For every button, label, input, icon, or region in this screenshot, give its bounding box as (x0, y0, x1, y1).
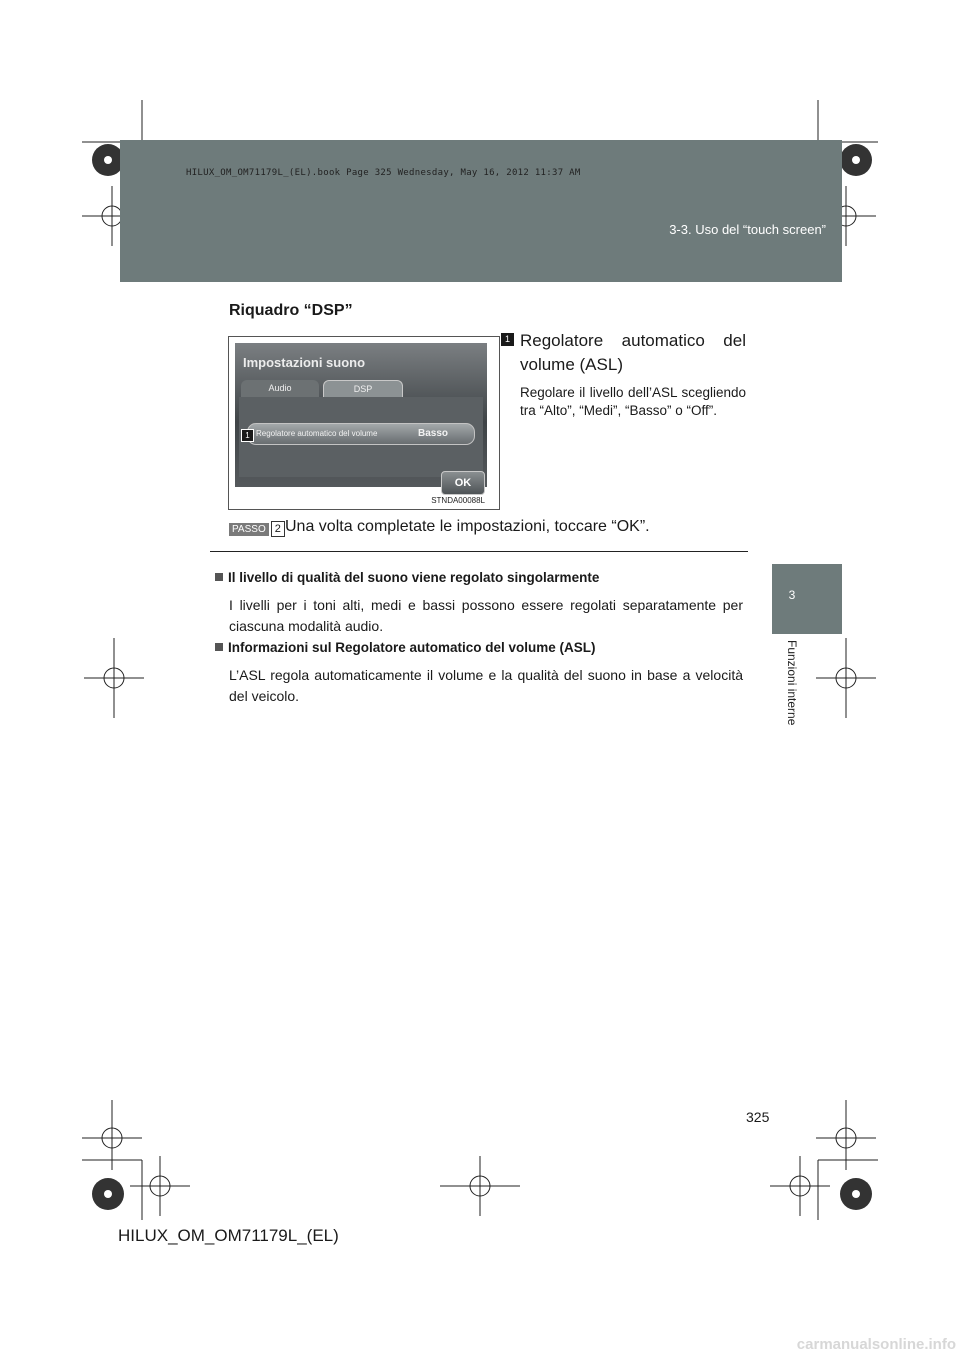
tab-dsp: DSP (323, 380, 403, 398)
callout-title: Regolatore automatico del volume (ASL) (520, 331, 746, 374)
callout-marker: 1 (241, 429, 254, 442)
note-title-text: Informazioni sul Regolatore automatico del volume (ASL) (228, 640, 596, 655)
asl-setting-label: Regolatore automatico del volume (256, 429, 378, 438)
note-body: I livelli per i toni alti, medi e bassi possono essere regolati separatamente per ciascuna modalità audio. (229, 597, 743, 634)
chapter-title-text: Funzioni interne (785, 640, 799, 726)
note-title-text: Il livello di qualità del suono viene regolato singolarmente (228, 570, 600, 585)
callout-body: Regolare il livello dell’ASL scegliendo tra “Alto”, “Medi”, “Basso” o “Off”. (520, 385, 746, 418)
tab-audio: Audio (241, 380, 319, 397)
chapter-title (783, 640, 803, 750)
section-heading: Riquadro “DSP” (229, 302, 353, 319)
section-reference: 3-3. Uso del “touch screen” (669, 222, 826, 237)
touch-screen (235, 343, 487, 487)
step-badge (229, 521, 285, 537)
watermark: carmanualsonline.info (796, 1336, 956, 1353)
chapter-number: 3 (788, 588, 796, 602)
note-body: L’ASL regola automaticamente il volume e la qualità del suono in base a velocità del veicolo. (229, 667, 743, 704)
step-label: PASSO (229, 523, 269, 536)
asl-setting-button (247, 423, 475, 445)
bullet-square-icon (215, 643, 223, 651)
bullet-square-icon (215, 573, 223, 581)
step-text: Una volta completate le impostazioni, toccare “OK”. (285, 518, 650, 535)
header-band (120, 140, 842, 282)
divider (210, 551, 748, 552)
step-number: 2 (271, 521, 285, 537)
document-code: HILUX_OM_OM71179L_(EL) (118, 1226, 339, 1245)
note-title (215, 640, 596, 655)
print-stamp: HILUX_OM_OM71179L_(EL).book Page 325 Wednesday, May 16, 2012 11:37 AM (186, 168, 581, 178)
screen-title: Impostazioni suono (243, 355, 366, 370)
image-code: STNDA00088L (431, 496, 485, 505)
ok-button: OK (441, 471, 485, 495)
asl-setting-value: Basso (417, 428, 448, 439)
callout-number-badge: 1 (501, 333, 514, 346)
screenshot-figure (228, 336, 500, 510)
page-number: 325 (746, 1109, 770, 1125)
note-title (215, 570, 599, 585)
